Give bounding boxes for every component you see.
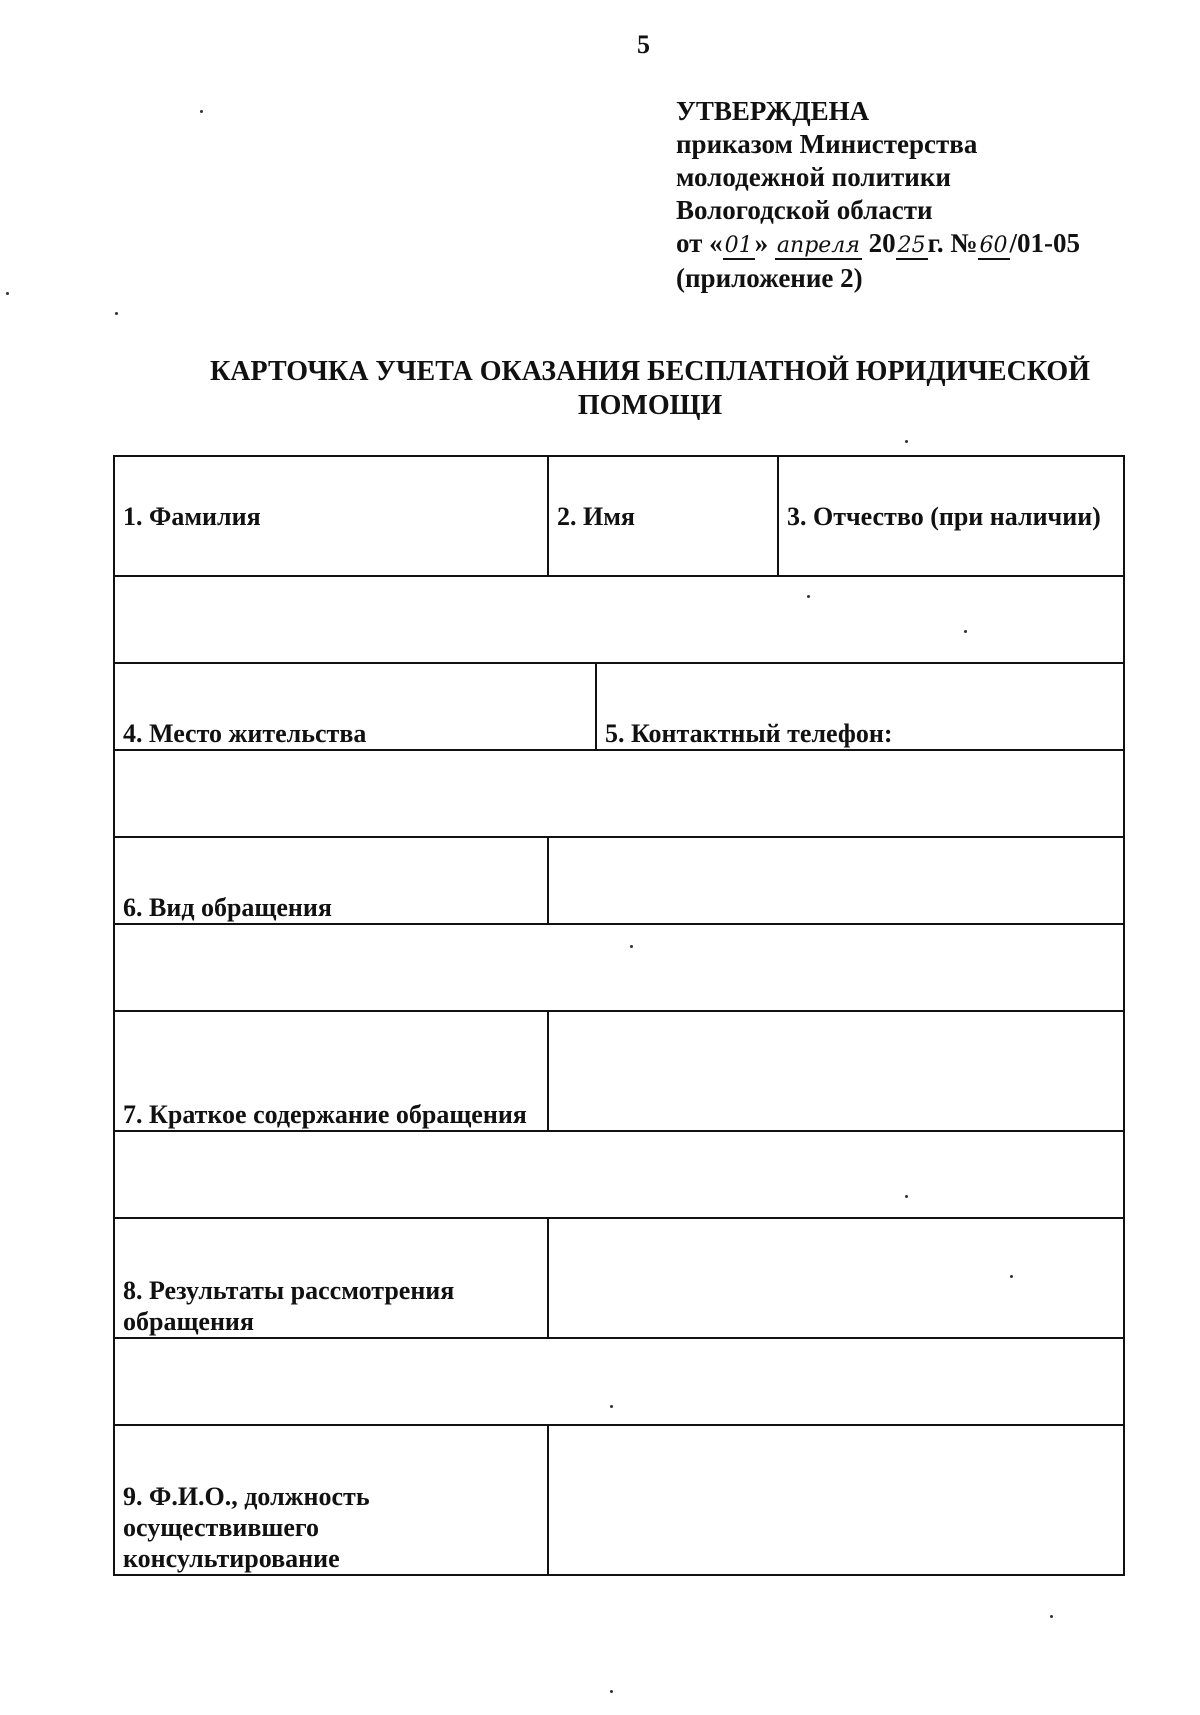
order-number-suffix: /01-05 [1009,228,1080,258]
request-type-value-field[interactable] [547,836,1125,925]
scan-speck [630,945,633,948]
scan-speck [964,630,967,633]
date-prefix: от « [676,228,723,258]
approval-line-3: Вологодской области [676,195,933,225]
surname-label: 1. Фамилия [113,455,549,577]
approval-heading: УТВЕРЖДЕНА [676,96,870,126]
order-number-handwritten: 60 [979,233,1008,258]
title-line-2: ПОМОЩИ [577,390,723,421]
approval-line-1: приказом Министерства [676,129,978,159]
approval-date-line [676,227,1080,262]
registration-card-form [113,455,1125,1575]
consultant-label: 9. Ф.И.О., должность осуществившего консультирование [113,1424,549,1576]
scan-speck [1050,1615,1053,1618]
results-value-field[interactable] [547,1217,1125,1339]
scan-speck [905,1195,908,1198]
summary-label: 7. Краткое содержание обращения [113,1010,549,1132]
scan-speck [610,1690,613,1693]
document-title [150,355,1150,423]
residence-phone-value-field[interactable] [113,749,1125,838]
title-line-1: КАРТОЧКА УЧЕТА ОКАЗАНИЯ БЕСПЛАТНОЙ ЮРИДИЧЕСКОЙ [210,356,1090,387]
summary-value-field[interactable] [547,1010,1125,1132]
results-label: 8. Результаты рассмотрения обращения [113,1217,549,1339]
scan-speck [200,110,203,113]
summary-extra-field[interactable] [113,1130,1125,1219]
scan-speck [6,292,9,295]
request-type-label: 6. Вид обращения [113,836,549,925]
request-type-extra-field[interactable] [113,923,1125,1012]
scan-speck [905,440,908,443]
scan-speck [1010,1275,1013,1278]
results-extra-field[interactable] [113,1337,1125,1426]
date-mid: » [754,228,769,258]
page-number: 5 [637,30,650,59]
approval-appendix: (приложение 2) [676,263,863,293]
scan-speck [610,1405,613,1408]
name-label: 2. Имя [547,455,779,577]
approval-line-2: молодежной политики [676,162,951,192]
date-day-handwritten: 01 [724,233,753,258]
scan-speck [807,595,810,598]
patronymic-label: 3. Отчество (при наличии) [777,455,1125,577]
consultant-value-field[interactable] [547,1424,1125,1576]
date-year-prefix: 20 [868,228,896,258]
scan-speck [115,312,118,315]
approval-stamp-block [676,95,1080,295]
phone-label: 5. Контактный телефон: [595,662,1125,751]
date-month-handwritten: апреля [776,233,860,258]
date-year-handwritten: 25 [897,233,926,258]
residence-label: 4. Место жительства [113,662,597,751]
fio-value-field[interactable] [113,575,1125,664]
date-number-prefix: г. № [927,228,978,258]
